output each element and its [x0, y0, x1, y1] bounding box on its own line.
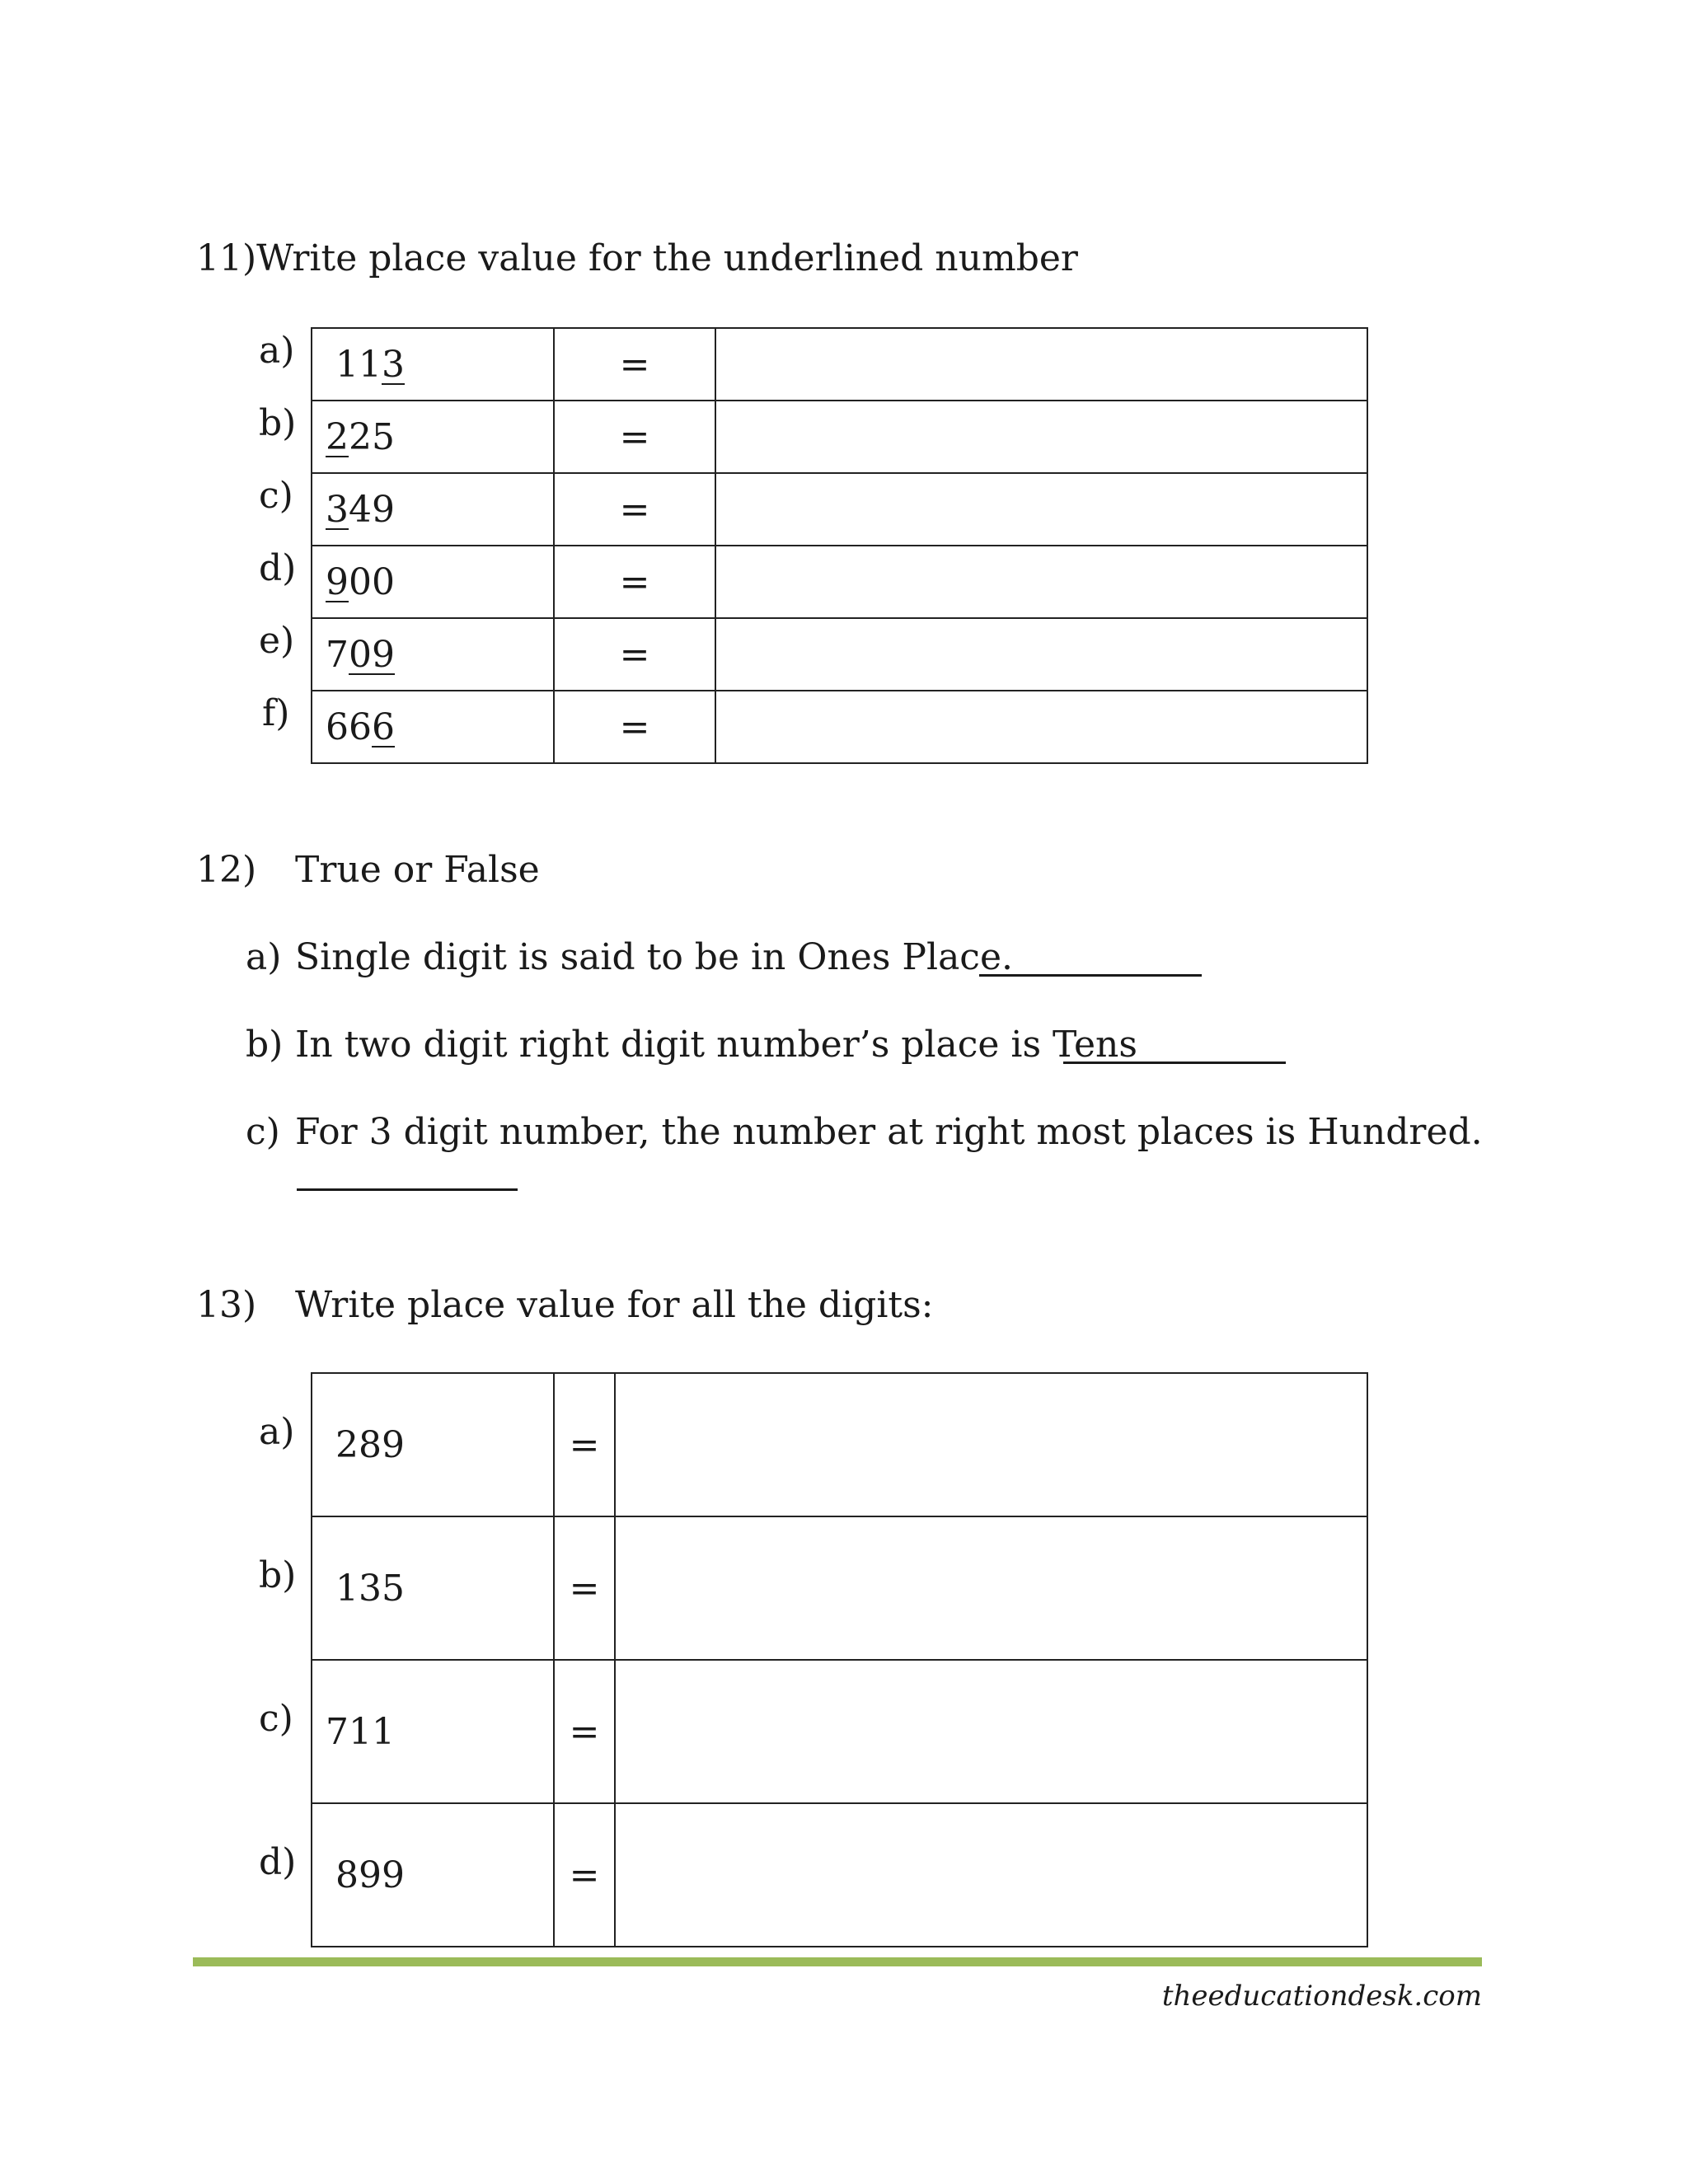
q12-item-text: In two digit right digit number’s place is Tens [295, 1024, 1137, 1066]
answer-box[interactable] [715, 473, 1367, 546]
q13-row-label: d) [259, 1841, 297, 1883]
q11-number-cell [312, 473, 554, 546]
footer-site-link[interactable]: theeducationdesk.com [1161, 1980, 1482, 2013]
q11-number [326, 489, 395, 531]
digits-plain: 49 [349, 488, 395, 531]
table-row [312, 691, 1367, 763]
q11-number-cell [312, 691, 554, 763]
q13-row-label: b) [259, 1554, 297, 1596]
answer-blank[interactable] [979, 974, 1202, 977]
q11-row-label: c) [259, 475, 293, 517]
table-row [312, 401, 1367, 473]
digits-underlined: 3 [326, 488, 349, 531]
table-row [312, 1373, 1367, 1516]
equals-sign: = [554, 473, 715, 546]
q11-number [335, 344, 405, 386]
equals-sign: = [554, 1803, 615, 1947]
digits-plain: 7 [326, 633, 349, 676]
q13-title: Write place value for all the digits: [295, 1284, 934, 1326]
q12-item-label: b) [246, 1024, 284, 1066]
answer-box[interactable] [715, 328, 1367, 401]
footer-divider [193, 1957, 1482, 1966]
digits-underlined: 6 [372, 705, 395, 748]
equals-sign: = [554, 328, 715, 401]
table-row [312, 1803, 1367, 1947]
q13-number-cell [312, 1803, 554, 1947]
q12-item-text: Single digit is said to be in Ones Place. [295, 936, 1013, 978]
answer-box[interactable] [615, 1373, 1367, 1516]
q11-number [326, 416, 395, 458]
table-row [312, 1660, 1367, 1803]
answer-blank[interactable] [1063, 1062, 1286, 1064]
q12-number: 12) [196, 849, 257, 891]
equals-sign: = [554, 1516, 615, 1660]
q13-table [311, 1372, 1368, 1947]
q11-number [326, 561, 395, 603]
q13-number: 289 [335, 1423, 405, 1466]
equals-sign: = [554, 546, 715, 618]
q13-number: 135 [335, 1567, 405, 1610]
digits-underlined: 9 [326, 560, 349, 603]
answer-box[interactable] [715, 546, 1367, 618]
table-row [312, 546, 1367, 618]
digits-underlined: 09 [349, 633, 395, 676]
table-row [312, 1516, 1367, 1660]
answer-box[interactable] [715, 401, 1367, 473]
q13-number-cell [312, 1516, 554, 1660]
equals-sign: = [554, 401, 715, 473]
q12-item-label: c) [246, 1111, 280, 1153]
q13-number: 13) [196, 1284, 257, 1326]
q11-number [326, 634, 395, 676]
answer-box[interactable] [715, 618, 1367, 691]
q11-row-label: d) [259, 547, 297, 589]
q13-number: 899 [335, 1854, 405, 1896]
digits-plain: 11 [335, 343, 382, 386]
equals-sign: = [554, 1660, 615, 1803]
q11-number-cell [312, 328, 554, 401]
digits-underlined: 3 [382, 343, 405, 386]
q13-row-label: a) [259, 1411, 295, 1453]
table-row [312, 618, 1367, 691]
q13-number-cell [312, 1660, 554, 1803]
equals-sign: = [554, 618, 715, 691]
equals-sign: = [554, 691, 715, 763]
answer-box[interactable] [715, 691, 1367, 763]
q11-number-cell [312, 546, 554, 618]
q11-row-label: a) [259, 330, 295, 372]
answer-box[interactable] [615, 1660, 1367, 1803]
q11-number-cell [312, 618, 554, 691]
q13-number: 711 [326, 1710, 395, 1753]
answer-box[interactable] [615, 1803, 1367, 1947]
q11-row-label: e) [259, 620, 295, 662]
q12-title: True or False [295, 849, 540, 891]
q11-number-cell [312, 401, 554, 473]
q13-number-cell [312, 1373, 554, 1516]
answer-blank[interactable] [297, 1188, 518, 1191]
answer-box[interactable] [615, 1516, 1367, 1660]
q11-number [326, 706, 395, 748]
digits-plain: 00 [349, 560, 395, 603]
table-row [312, 473, 1367, 546]
q11-table [311, 327, 1368, 764]
q11-row-label: b) [259, 402, 297, 444]
equals-sign: = [554, 1373, 615, 1516]
q12-item-text: For 3 digit number, the number at right most places is Hundred. [295, 1111, 1483, 1153]
digits-underlined: 2 [326, 415, 349, 458]
q13-row-label: c) [259, 1698, 293, 1740]
table-row [312, 328, 1367, 401]
digits-plain: 66 [326, 705, 372, 748]
digits-plain: 25 [349, 415, 395, 458]
q11-heading: 11)Write place value for the underlined number [196, 237, 1078, 279]
q11-row-label: f) [262, 692, 290, 734]
q12-item-label: a) [246, 936, 282, 978]
